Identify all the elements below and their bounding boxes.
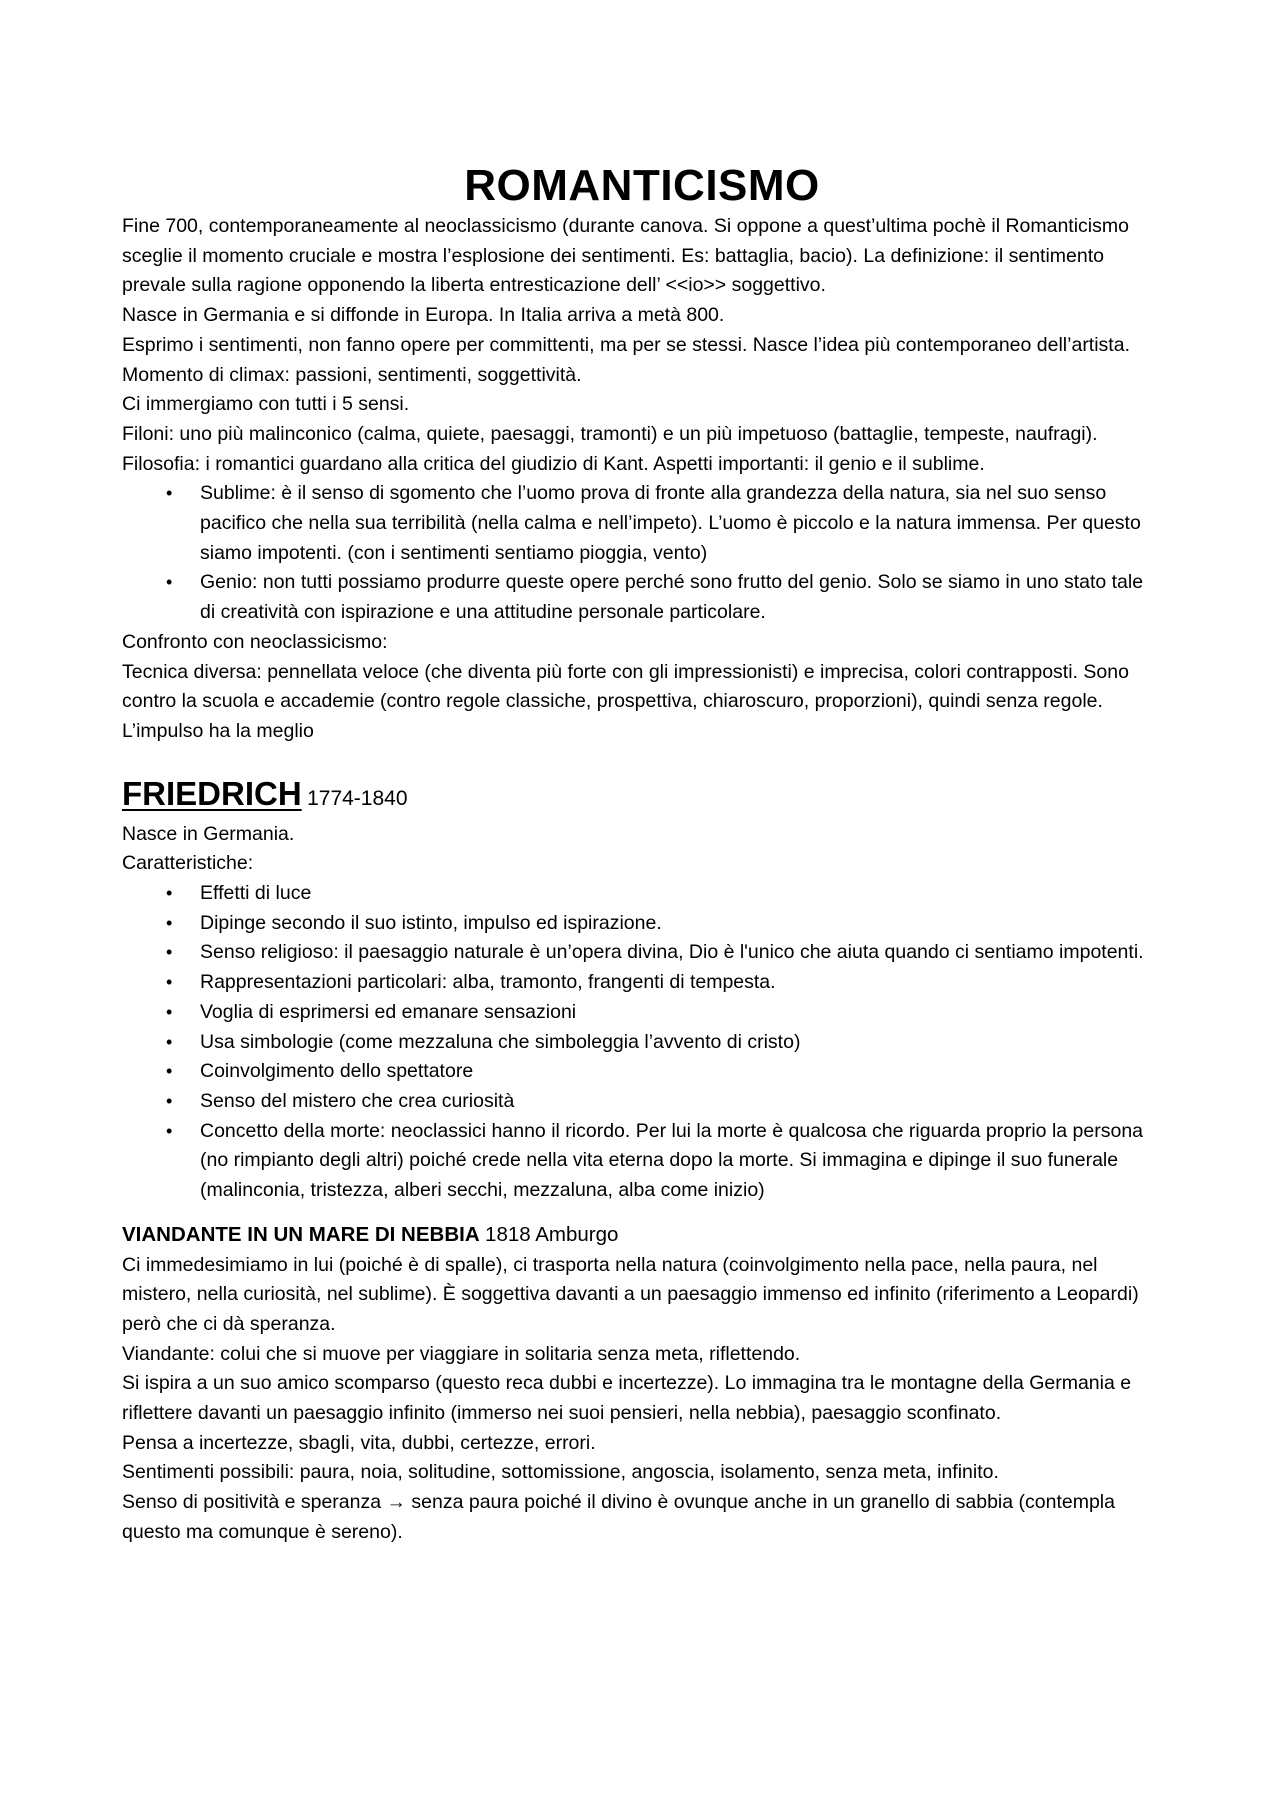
bullet-icon: •	[166, 1120, 173, 1141]
viandante-paragraph-2: Viandante: colui che si muove per viaggiare in solitaria senza meta, riflettendo.	[122, 1342, 801, 1365]
list-item	[122, 568, 1162, 627]
bullet-icon: •	[166, 942, 173, 963]
intro-paragraph-6: Filoni: uno più malinconico (calma, quiete, paesaggi, tramonti) e un più impetuoso (battaglie, tempeste, naufragi).	[122, 422, 1098, 445]
list-item-text: Voglia di esprimersi ed emanare sensazioni	[200, 1000, 577, 1023]
list-item-text: Usa simbologie (come mezzaluna che simboleggia l’avvento di cristo)	[200, 1030, 801, 1053]
intro-paragraph-5: Ci immergiamo con tutti i 5 sensi.	[122, 393, 410, 416]
list-item-text: Sublime: è il senso di sgomento che l’uomo prova di fronte alla grandezza della natura, sia nel suo senso pacifico che nella sua terribilità (nella calma e nell’impeto). L’uomo è piccolo e la natura immensa. Per questo siamo impotenti. (con i sentimenti sentiamo pioggia, vento)	[200, 482, 1141, 564]
list-item-text: Senso del mistero che crea curiosità	[200, 1089, 515, 1112]
list-item-text: Genio: non tutti possiamo produrre queste opere perché sono frutto del genio. Solo se siamo in uno stato tale di creatività con ispirazione e una attitudine personale particolare.	[200, 571, 1144, 624]
list-item	[122, 968, 1162, 998]
list-item-text: Concetto della morte: neoclassici hanno il ricordo. Per lui la morte è qualcosa che riguarda proprio la persona (no rimpianto degli altri) poiché crede nella vita eterna dopo la morte. Si immagina e dipinge il suo funerale (malinconia, tristezza, alberi secchi, mezzaluna, alba come inizio)	[200, 1119, 1144, 1202]
confronto-paragraph: Tecnica diversa: pennellata veloce (che diventa più forte con gli impressionisti) e imprecisa, colori contrapposti. Sono contro la scuola e accademie (contro regole classiche, prospettiva, chiaroscuro, proporzioni), quindi senza regole. L’impulso ha la meglio	[122, 660, 1129, 742]
list-item	[122, 1087, 1162, 1117]
document-page	[122, 158, 1162, 1548]
viandante-paragraph-1: Ci immedesimiamo in lui (poiché è di spalle), ci trasporta nella natura (coinvolgimento nella pace, nella paura, nel mistero, nella curiosità, nel sublime). È soggettiva davanti a un paesaggio immenso ed infinito (riferimento a Leopardi) però che ci dà speranza.	[122, 1253, 1139, 1335]
list-item	[122, 998, 1162, 1028]
bullet-icon: •	[166, 912, 173, 933]
list-item-text: Effetti di luce	[200, 882, 312, 905]
list-item-text: Senso religioso: il paesaggio naturale è un’opera divina, Dio è l'unico che aiuta quando ci sentiamo impotenti.	[200, 941, 1144, 964]
friedrich-bullet-list	[122, 879, 1162, 1206]
viandante-heading	[122, 1220, 1162, 1251]
viandante-paragraph-6: Senso di positività e speranza → senza paura poiché il divino è ovunque anche in un granello di sabbia (contempla questo ma comunque è sereno).	[122, 1491, 1115, 1543]
friedrich-name: FRIEDRICH	[122, 774, 302, 812]
viandante-paragraph-4: Pensa a incertezze, sbagli, vita, dubbi, certezze, errori.	[122, 1431, 596, 1454]
bullet-icon: •	[166, 483, 173, 504]
page-title: ROMANTICISMO	[464, 161, 820, 210]
intro-bullet-list	[122, 479, 1162, 628]
bullet-icon: •	[166, 572, 173, 593]
list-item	[122, 479, 1162, 568]
list-item-text: Rappresentazioni particolari: alba, tramonto, frangenti di tempesta.	[200, 971, 776, 994]
friedrich-heading	[122, 773, 1162, 820]
bullet-icon: •	[166, 1061, 173, 1082]
list-item	[122, 1028, 1162, 1058]
intro-paragraph-3: Esprimo i sentimenti, non fanno opere per committenti, ma per se stessi. Nasce l’idea più contemporaneo dell’artista.	[122, 333, 1130, 356]
intro-paragraph-7: Filosofia: i romantici guardano alla critica del giudizio di Kant. Aspetti importanti: il genio e il sublime.	[122, 452, 985, 475]
intro-paragraph-2: Nasce in Germania e si diffonde in Europa. In Italia arriva a metà 800.	[122, 304, 725, 327]
viandante-paragraph-5: Sentimenti possibili: paura, noia, solitudine, sottomissione, angoscia, isolamento, senza meta, infinito.	[122, 1461, 999, 1484]
list-item	[122, 1117, 1162, 1206]
viandante-paragraph-3: Si ispira a un suo amico scomparso (questo reca dubbi e incertezze). Lo immagina tra le montagne della Germania e riflettere davanti un paesaggio infinito (immerso nei suoi pensieri, nella nebbia), paesaggio sconfinato.	[122, 1372, 1132, 1425]
list-item	[122, 1057, 1162, 1087]
list-item-text: Coinvolgimento dello spettatore	[200, 1060, 474, 1083]
bullet-icon: •	[166, 972, 173, 993]
list-item	[122, 909, 1162, 939]
list-item	[122, 938, 1162, 968]
bullet-icon: •	[166, 883, 173, 904]
confronto-heading: Confronto con neoclassicismo:	[122, 630, 388, 653]
intro-paragraph-4: Momento di climax: passioni, sentimenti, soggettività.	[122, 363, 582, 386]
viandante-year-place: 1818 Amburgo	[485, 1222, 619, 1246]
friedrich-paragraph-2: Caratteristiche:	[122, 852, 254, 875]
bullet-icon: •	[166, 1090, 173, 1111]
intro-paragraph-1: Fine 700, contemporaneamente al neoclassicismo (durante canova. Si oppone a quest’ultima pochè il Romanticismo sceglie il momento cruciale e mostra l’esplosione dei sentimenti. Es: battaglia, bacio). La definizione: il sentimento prevale sulla ragione opponendo la liberta entresticazione dell’ <<io>> soggettivo.	[122, 215, 1129, 297]
bullet-icon: •	[166, 1001, 173, 1022]
viandante-title: VIANDANTE IN UN MARE DI NEBBIA	[122, 1222, 480, 1246]
friedrich-years: 1774-1840	[307, 786, 408, 810]
list-item	[122, 879, 1162, 909]
list-item-text: Dipinge secondo il suo istinto, impulso ed ispirazione.	[200, 911, 662, 934]
bullet-icon: •	[166, 1031, 173, 1052]
friedrich-paragraph-1: Nasce in Germania.	[122, 822, 295, 845]
